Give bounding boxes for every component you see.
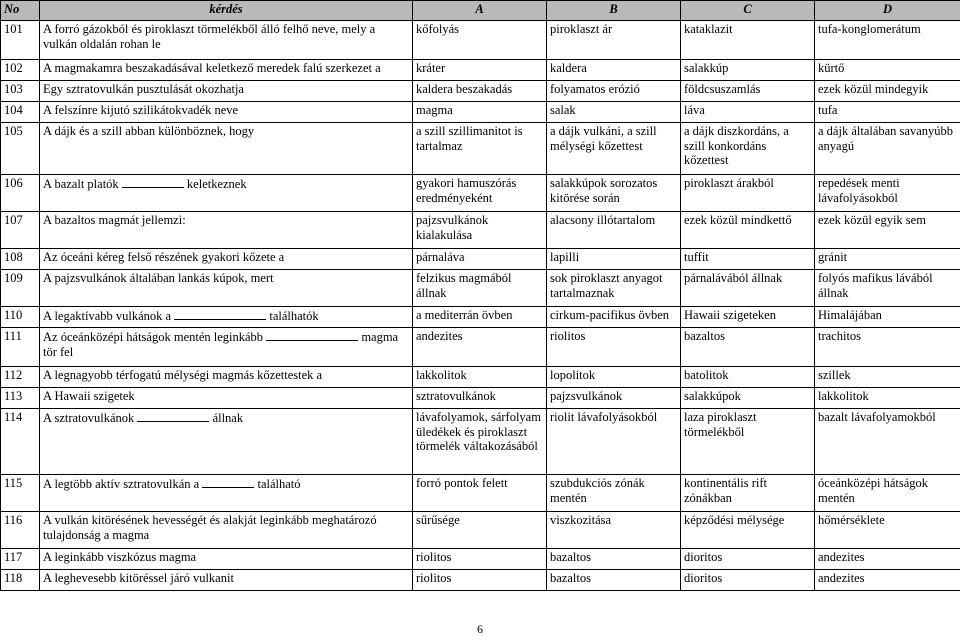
row-number: 113 [1, 388, 40, 409]
option-a: a szill szillimanitot is tartalmaz [413, 123, 547, 175]
option-b: viszkozitása [547, 512, 681, 549]
option-d: repedések menti lávafolyásokból [815, 175, 960, 212]
option-d: folyós mafikus lávából állnak [815, 270, 960, 307]
header-option-d: D [815, 1, 960, 21]
question-text: A forró gázokból és piroklaszt törmelékből álló felhő neve, mely a vulkán oldalán rohan le [40, 21, 413, 60]
option-b: pajzsvulkánok [547, 388, 681, 409]
row-number: 108 [1, 249, 40, 270]
question-text-end: található [257, 477, 300, 491]
answer-blank [266, 329, 358, 341]
option-b: piroklaszt ár [547, 21, 681, 60]
option-a: kráter [413, 60, 547, 81]
option-d: óceánközépi hátságok mentén [815, 475, 960, 512]
row-number: 117 [1, 549, 40, 570]
option-b: alacsony illótartalom [547, 212, 681, 249]
option-d: hőmérséklete [815, 512, 960, 549]
row-number: 112 [1, 367, 40, 388]
option-b: folyamatos erózió [547, 81, 681, 102]
option-b: lopolitok [547, 367, 681, 388]
option-c: salakkúpok [681, 388, 815, 409]
row-number: 118 [1, 570, 40, 591]
option-d: kürtő [815, 60, 960, 81]
row-number: 114 [1, 409, 40, 475]
option-c: láva [681, 102, 815, 123]
table-row [1, 367, 960, 388]
question-text: A pajzsvulkánok általában lankás kúpok, mert [40, 270, 413, 307]
option-b: riolit lávafolyásokból [547, 409, 681, 475]
question-text [40, 328, 413, 367]
option-c: párnalávából állnak [681, 270, 815, 307]
row-number: 101 [1, 21, 40, 60]
option-a: sztratovulkánok [413, 388, 547, 409]
option-a: lakkolitok [413, 367, 547, 388]
option-c: ezek közül mindkettő [681, 212, 815, 249]
table-row [1, 102, 960, 123]
row-number: 110 [1, 307, 40, 328]
option-c: kataklazit [681, 21, 815, 60]
option-b: a dájk vulkáni, a szill mélységi kőzettest [547, 123, 681, 175]
table-row [1, 512, 960, 549]
option-c: a dájk diszkordáns, a szill konkordáns kőzettest [681, 123, 815, 175]
row-number: 111 [1, 328, 40, 367]
option-a: párnaláva [413, 249, 547, 270]
row-number: 102 [1, 60, 40, 81]
table-row [1, 328, 960, 367]
question-text [40, 475, 413, 512]
option-c: földcsuszamlás [681, 81, 815, 102]
row-number: 115 [1, 475, 40, 512]
question-text: Az óceáni kéreg felső részének gyakori kőzete a [40, 249, 413, 270]
option-a: riolitos [413, 570, 547, 591]
table-row [1, 81, 960, 102]
table-row [1, 123, 960, 175]
option-c: batolitok [681, 367, 815, 388]
option-c: képződési mélysége [681, 512, 815, 549]
table-row [1, 249, 960, 270]
answer-blank [137, 410, 209, 422]
option-a: sűrűsége [413, 512, 547, 549]
option-d: Himalájában [815, 307, 960, 328]
question-text [40, 175, 413, 212]
question-text-start: A sztratovulkánok [43, 411, 134, 425]
row-number: 103 [1, 81, 40, 102]
option-a: gyakori hamuszórás eredményeként [413, 175, 547, 212]
option-d: szillek [815, 367, 960, 388]
row-number: 105 [1, 123, 40, 175]
header-no: No [1, 1, 40, 21]
option-d: a dájk általában savanyúbb anyagú [815, 123, 960, 175]
option-b: lapilli [547, 249, 681, 270]
table-row [1, 409, 960, 475]
table-row [1, 570, 960, 591]
question-text: A vulkán kitörésének hevességét és alakját leginkább meghatározó tulajdonság a magma [40, 512, 413, 549]
option-b: salak [547, 102, 681, 123]
option-d: andezites [815, 570, 960, 591]
header-option-b: B [547, 1, 681, 21]
option-c: dioritos [681, 570, 815, 591]
row-number: 109 [1, 270, 40, 307]
table-row [1, 307, 960, 328]
question-text [40, 307, 413, 328]
table-header-row [1, 1, 960, 21]
table-row [1, 270, 960, 307]
option-a: magma [413, 102, 547, 123]
option-c: salakkúp [681, 60, 815, 81]
option-a: andezites [413, 328, 547, 367]
row-number: 106 [1, 175, 40, 212]
option-c: bazaltos [681, 328, 815, 367]
row-number: 104 [1, 102, 40, 123]
option-d: ezek közül mindegyik [815, 81, 960, 102]
table-row [1, 21, 960, 60]
option-a: a mediterrán övben [413, 307, 547, 328]
option-d: andezites [815, 549, 960, 570]
question-text: A leghevesebb kitöréssel járó vulkanit [40, 570, 413, 591]
option-c: laza piroklaszt törmelékből [681, 409, 815, 475]
question-text [40, 409, 413, 475]
table-row [1, 175, 960, 212]
option-b: riolitos [547, 328, 681, 367]
question-text-start: A legaktívabb vulkánok a [43, 309, 171, 323]
option-a: lávafolyamok, sárfolyam üledékek és piroklaszt törmelék váltakozásából [413, 409, 547, 475]
option-a: riolitos [413, 549, 547, 570]
table-row [1, 475, 960, 512]
option-d: lakkolitok [815, 388, 960, 409]
question-text: Egy sztratovulkán pusztulását okozhatja [40, 81, 413, 102]
option-b: bazaltos [547, 570, 681, 591]
question-text-end: keletkeznek [187, 177, 247, 191]
option-b: kaldera [547, 60, 681, 81]
question-text: A dájk és a szill abban különböznek, hogy [40, 123, 413, 175]
question-text: A leginkább viszkózus magma [40, 549, 413, 570]
question-text-end: találhatók [269, 309, 318, 323]
option-b: salakkúpok sorozatos kitörése során [547, 175, 681, 212]
option-d: bazalt lávafolyamokból [815, 409, 960, 475]
answer-blank [122, 176, 184, 188]
option-d: tufa-konglomerátum [815, 21, 960, 60]
question-text: A magmakamra beszakadásával keletkező meredek falú szerkezet a [40, 60, 413, 81]
option-a: kőfolyás [413, 21, 547, 60]
question-text-start: A bazalt platók [43, 177, 119, 191]
option-a: pajzsvulkánok kialakulása [413, 212, 547, 249]
option-a: kaldera beszakadás [413, 81, 547, 102]
option-a: forró pontok felett [413, 475, 547, 512]
question-text-start: Az óceánközépi hátságok mentén leginkább [43, 330, 263, 344]
option-a: felzikus magmából állnak [413, 270, 547, 307]
question-text: A Hawaii szigetek [40, 388, 413, 409]
row-number: 107 [1, 212, 40, 249]
option-c: piroklaszt árakból [681, 175, 815, 212]
answer-blank [174, 308, 266, 320]
page-number: 6 [0, 622, 960, 637]
option-c: dioritos [681, 549, 815, 570]
option-b: bazaltos [547, 549, 681, 570]
header-question: kérdés [40, 1, 413, 21]
option-c: kontinentális rift zónákban [681, 475, 815, 512]
option-b: szubdukciós zónák mentén [547, 475, 681, 512]
question-text: A bazaltos magmát jellemzi: [40, 212, 413, 249]
option-d: trachitos [815, 328, 960, 367]
header-option-a: A [413, 1, 547, 21]
option-b: cirkum-pacifikus övben [547, 307, 681, 328]
option-c: Hawaii szigeteken [681, 307, 815, 328]
table-row [1, 212, 960, 249]
option-b: sok piroklaszt anyagot tartalmaznak [547, 270, 681, 307]
table-row [1, 60, 960, 81]
question-text: A felszínre kijutó szilikátokvadék neve [40, 102, 413, 123]
question-text-start: A legtöbb aktív sztratovulkán a [43, 477, 199, 491]
option-c: tuffit [681, 249, 815, 270]
question-text-end: állnak [213, 411, 244, 425]
header-option-c: C [681, 1, 815, 21]
option-d: gránit [815, 249, 960, 270]
answer-blank [202, 476, 254, 488]
option-d: ezek közül egyik sem [815, 212, 960, 249]
table-row [1, 549, 960, 570]
row-number: 116 [1, 512, 40, 549]
option-d: tufa [815, 102, 960, 123]
question-text: A legnagyobb térfogatú mélységi magmás kőzettestek a [40, 367, 413, 388]
question-text-end: magma tör fel [43, 330, 398, 359]
table-row [1, 388, 960, 409]
